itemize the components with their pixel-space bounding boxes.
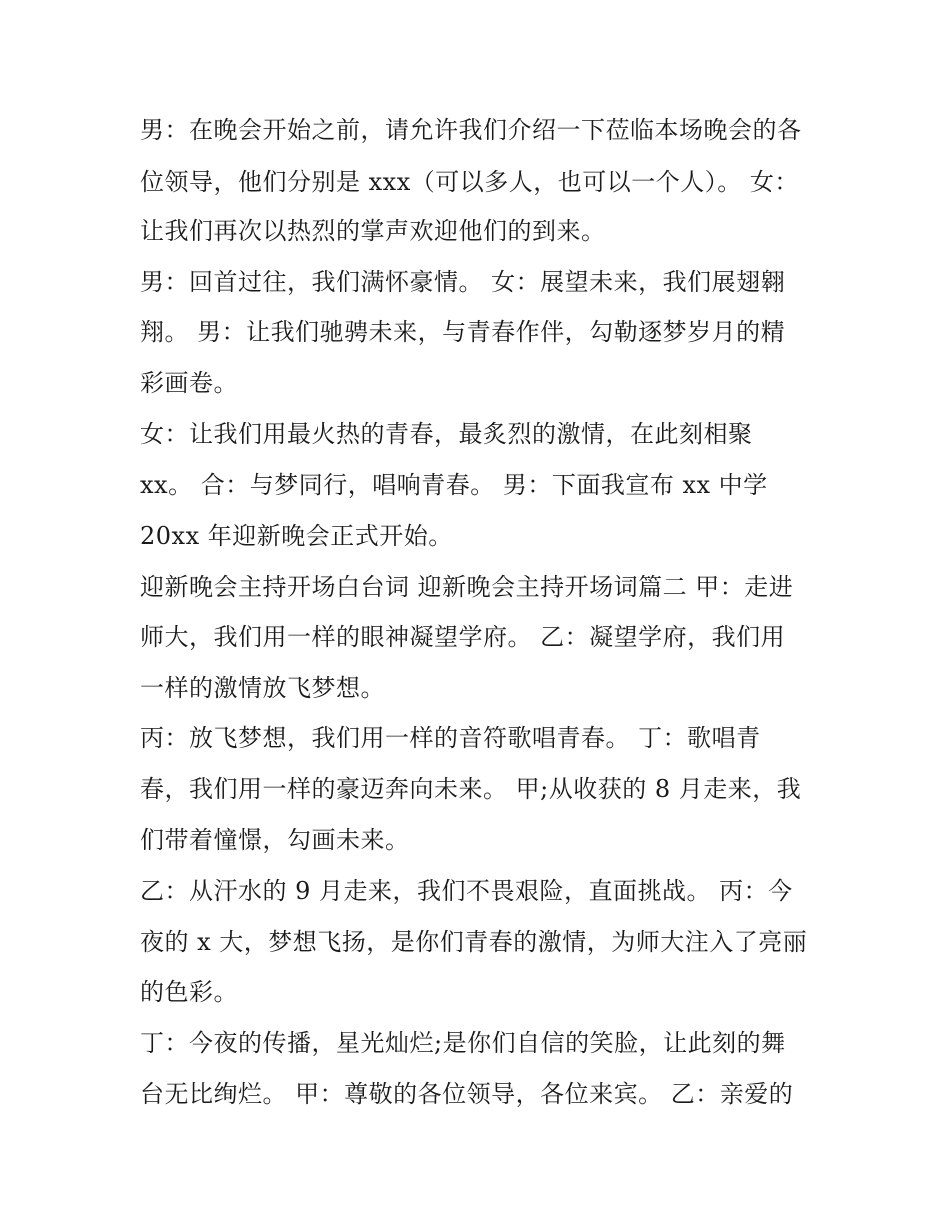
text-line: 丁：今夜的传播，星光灿烂;是你们自信的笑脸，让此刻的舞 bbox=[140, 1029, 786, 1057]
text-line: 台无比绚烂。 甲：尊敬的各位领导，各位来宾。 乙：亲爱的 bbox=[140, 1080, 794, 1108]
text-line: 男：在晚会开始之前，请允许我们介绍一下莅临本场晚会的各 bbox=[140, 116, 802, 144]
text-line: 女：让我们用最火热的青春，最炙烈的激情，在此刻相聚 bbox=[140, 420, 753, 448]
text-line: 一样的激情放飞梦想。 bbox=[140, 674, 385, 702]
text-line: 春，我们用一样的豪迈奔向未来。 甲;从收获的 8 月走来，我 bbox=[140, 775, 802, 803]
text-line: xx。 合：与梦同行，唱响青春。 男：下面我宣布 xx 中学 bbox=[140, 471, 768, 499]
text-line: 们带着憧憬，勾画未来。 bbox=[140, 826, 410, 854]
text-line: 彩画卷。 bbox=[140, 369, 238, 397]
text-line: 师大，我们用一样的眼神凝望学府。 乙：凝望学府，我们用 bbox=[140, 623, 786, 651]
text-line: 翔。 男：让我们驰骋未来，与青春作伴，勾勒逐梦岁月的精 bbox=[140, 318, 786, 346]
text-line: 乙：从汗水的 9 月走来，我们不畏艰险，直面挑战。 丙：今 bbox=[140, 877, 793, 905]
text-line: 位领导，他们分别是 xxx（可以多人，也可以一个人）。 女： bbox=[140, 168, 799, 196]
text-line: 男：回首过往，我们满怀豪情。 女：展望未来，我们展翅翱 bbox=[140, 268, 786, 296]
text-line: 丙：放飞梦想，我们用一样的音符歌唱青春。 丁：歌唱青 bbox=[140, 724, 761, 752]
text-line: 让我们再次以热烈的掌声欢迎他们的到来。 bbox=[140, 217, 606, 245]
text-line: 夜的 x 大，梦想飞扬，是你们青春的激情，为师大注入了亮丽 bbox=[140, 928, 808, 956]
text-line: 迎新晚会主持开场白台词 迎新晚会主持开场词篇二 甲：走进 bbox=[140, 573, 794, 601]
text-line: 的色彩。 bbox=[140, 978, 238, 1006]
text-line: 20xx 年迎新晚会正式开始。 bbox=[140, 522, 453, 550]
